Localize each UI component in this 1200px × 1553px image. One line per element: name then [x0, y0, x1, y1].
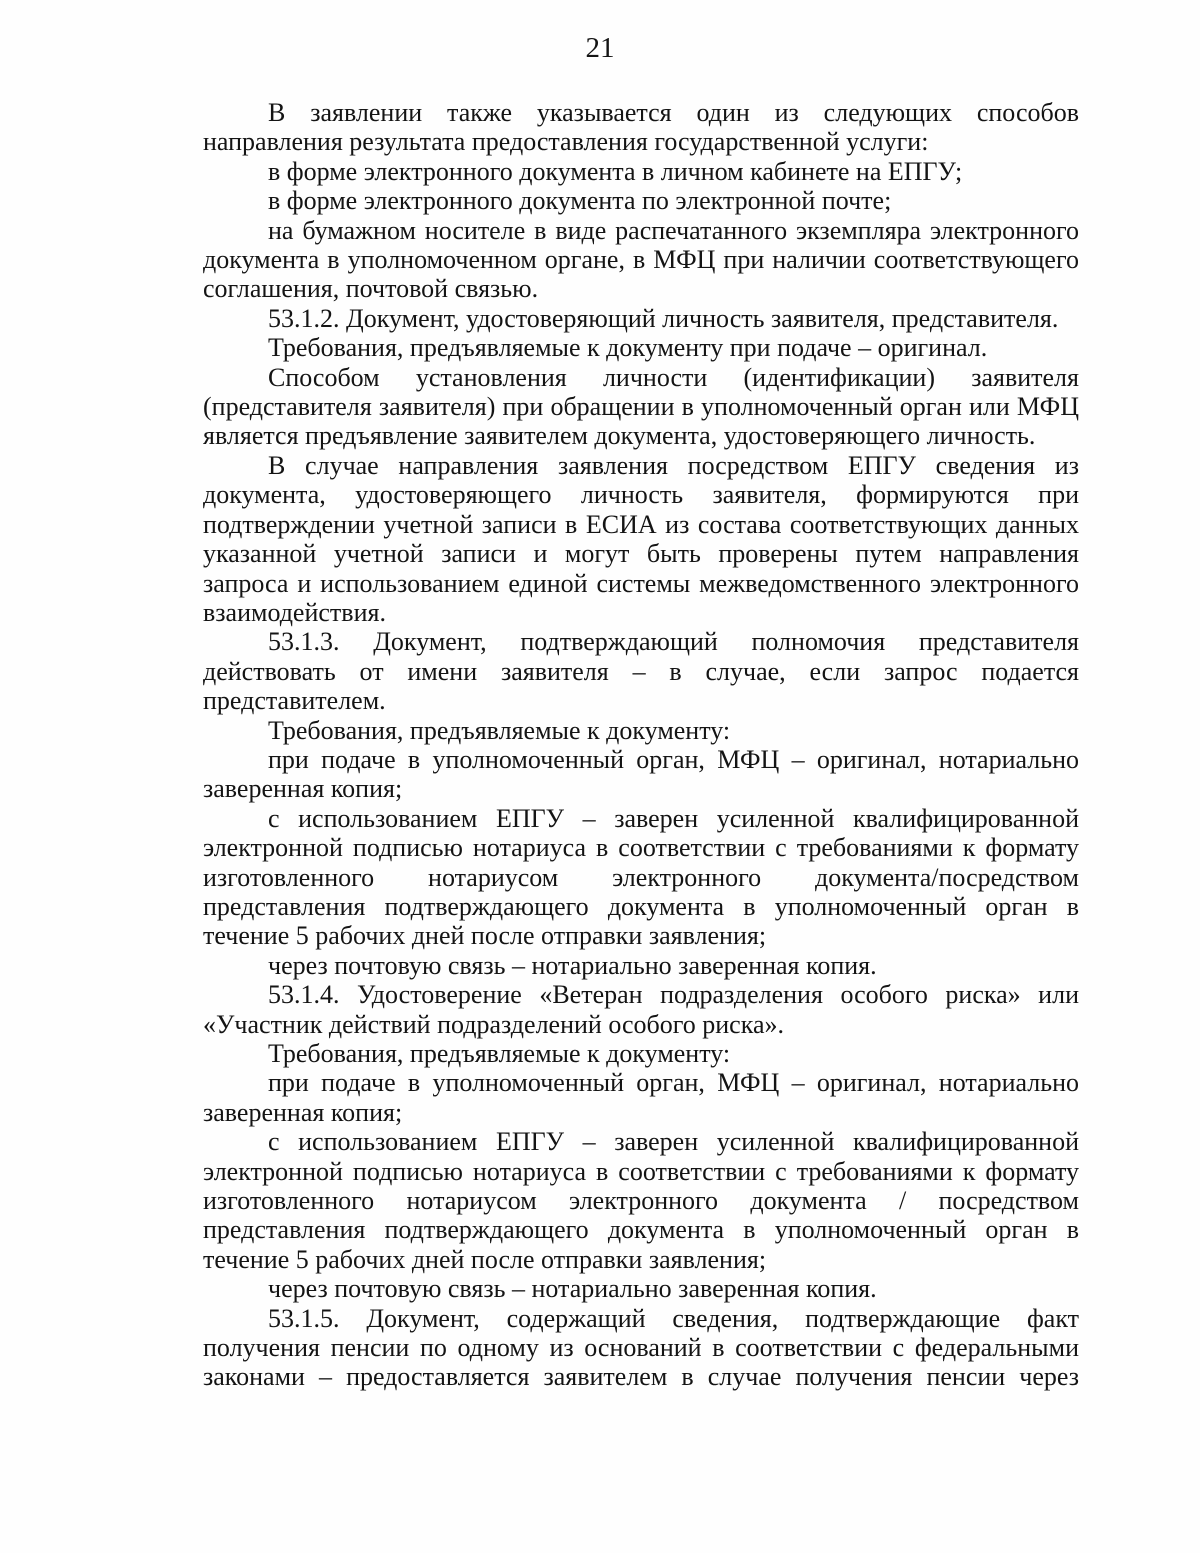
paragraph-paper-copy: на бумажном носителе в виде распечатанного экземпляра электронного документа в уполномоченном органе, в МФЦ при наличии соответствующего соглашения, почтовой связью.: [203, 215, 1079, 304]
paragraph-identification: Способом установления личности (идентификации) заявителя (представителя заявителя) при обращении в уполномоченный орган или МФЦ является предъявление заявителем документа, удостоверяющего личность.: [203, 362, 1079, 451]
paragraph-submission-mfc-2: при подаче в уполномоченный орган, МФЦ – оригинал, нотариально заверенная копия;: [203, 1068, 1079, 1127]
paragraph-postal-1: через почтовую связь – нотариально заверенная копия.: [268, 950, 877, 980]
paragraph-esia: В случае направления заявления посредством ЕПГУ сведения из документа, удостоверяющего личность заявителя, формируются при подтверждении учетной записи в ЕСИА из состава соответствующих данных указанной учетной записи и могут быть проверены путем направления запроса и использованием единой системы межведомственного электронного взаимодействия.: [203, 450, 1079, 627]
paragraph-53-1-5: 53.1.5. Документ, содержащий сведения, подтверждающие факт получения пенсии по одному из оснований в соответствии с федеральными законами – предоставляется заявителем в случае получения пенсии через: [203, 1303, 1079, 1392]
paragraph-submission-mfc-1: при подаче в уполномоченный орган, МФЦ – оригинал, нотариально заверенная копия;: [203, 744, 1079, 804]
paragraph-email: в форме электронного документа по электронной почте;: [268, 186, 892, 216]
paragraph-epgu-signature-2: с использованием ЕПГУ – заверен усиленной квалифицированной электронной подписью нотариуса в соответствии с требованиями к формату изготовленного нотариусом электронного документа / посредством представления подтверждающего документа в уполномоченный орган в течение 5 рабочих дней после отправки заявления;: [203, 1127, 1079, 1274]
paragraph-result-methods: В заявлении также указывается один из следующих способов направления результата предоставления государственной услуги:: [203, 98, 1079, 157]
paragraph-requirements-original: Требования, предъявляемые к документу при подаче – оригинал.: [268, 333, 988, 363]
paragraph-53-1-4: 53.1.4. Удостоверение «Ветеран подразделения особого риска» или «Участник действий подразделений особого риска».: [203, 980, 1079, 1039]
paragraph-epgu-signature-1: с использованием ЕПГУ – заверен усиленной квалифицированной электронной подписью нотариуса в соответствии с требованиями к формату изготовленного нотариусом электронного документа/посредством представления подтверждающего документа в уполномоченный орган в течение 5 рабочих дней после отправки заявления;: [203, 803, 1079, 951]
paragraph-53-1-3: 53.1.3. Документ, подтверждающий полномочия представителя действовать от имени заявителя – в случае, если запрос подается представителем.: [203, 627, 1079, 716]
paragraph-epgu-cabinet: в форме электронного документа в личном кабинете на ЕПГУ;: [268, 156, 963, 186]
paragraph-53-1-2: 53.1.2. Документ, удостоверяющий личность заявителя, представителя.: [268, 303, 1059, 333]
paragraph-requirements-heading-1: Требования, предъявляемые к документу:: [268, 715, 731, 745]
page-number: 21: [585, 32, 615, 64]
paragraph-requirements-heading-2: Требования, предъявляемые к документу:: [268, 1039, 731, 1068]
document-body: [203, 98, 1079, 1392]
paragraph-postal-2: через почтовую связь – нотариально заверенная копия.: [268, 1274, 877, 1304]
